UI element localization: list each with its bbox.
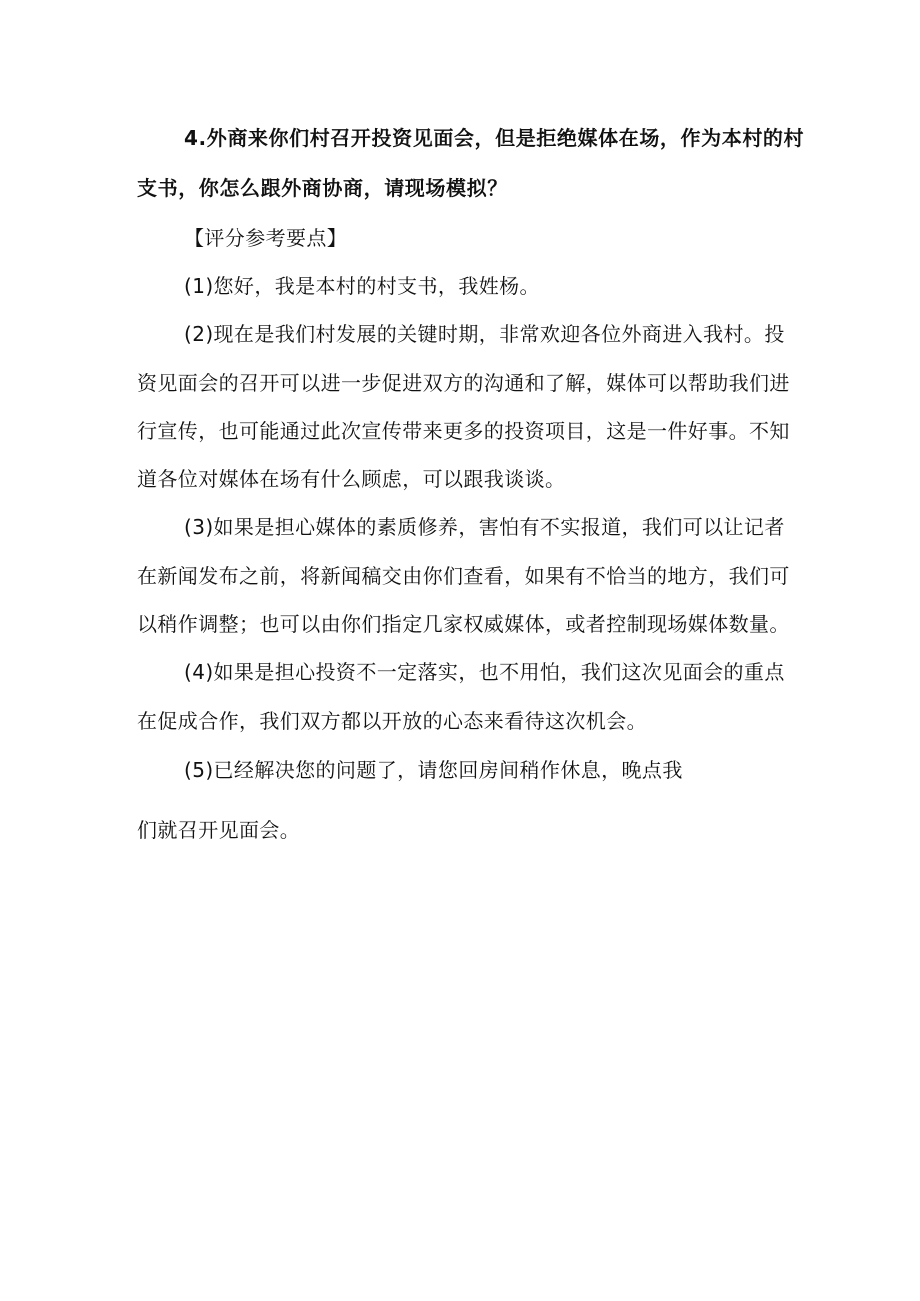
point-4-line-2: 在促成合作，我们双方都以开放的心态来看待这次机会。 bbox=[137, 709, 647, 733]
scoring-heading: 【评分参考要点】 bbox=[184, 226, 348, 250]
question-line-1: 4.外商来你们村召开投资见面会，但是拒绝媒体在场，作为本村的村 bbox=[184, 126, 805, 150]
point-2-line-2: 资见面会的召开可以进一步促进双方的沟通和了解，媒体可以帮助我们进 bbox=[137, 371, 790, 395]
point-3-line-2: 在新闻发布之前，将新闻稿交由你们查看，如果有不恰当的地方，我们可 bbox=[137, 564, 790, 588]
point-1-line-1: (1)您好，我是本村的村支书，我姓杨。 bbox=[184, 274, 540, 298]
point-3-line-3: 以稍作调整；也可以由你们指定几家权威媒体，或者控制现场媒体数量。 bbox=[137, 612, 790, 636]
point-5-line-1: (5)已经解决您的问题了，请您回房间稍作休息，晚点我 bbox=[184, 758, 683, 782]
question-line-2: 支书，你怎么跟外商协商，请现场模拟？ bbox=[137, 176, 508, 200]
point-2-line-1: (2)现在是我们村发展的关键时期，非常欢迎各位外商进入我村。投 bbox=[184, 322, 785, 346]
point-3-line-1: (3)如果是担心媒体的素质修养，害怕有不实报道，我们可以让记者 bbox=[184, 515, 785, 539]
point-2-line-3: 行宣传，也可能通过此次宣传带来更多的投资项目，这是一件好事。不知 bbox=[137, 419, 790, 443]
point-4-line-1: (4)如果是担心投资不一定落实，也不用怕，我们这次见面会的重点 bbox=[184, 660, 785, 684]
point-2-line-4: 道各位对媒体在场有什么顾虑，可以跟我谈谈。 bbox=[137, 467, 566, 491]
point-5-line-2: 们就召开见面会。 bbox=[137, 818, 301, 842]
